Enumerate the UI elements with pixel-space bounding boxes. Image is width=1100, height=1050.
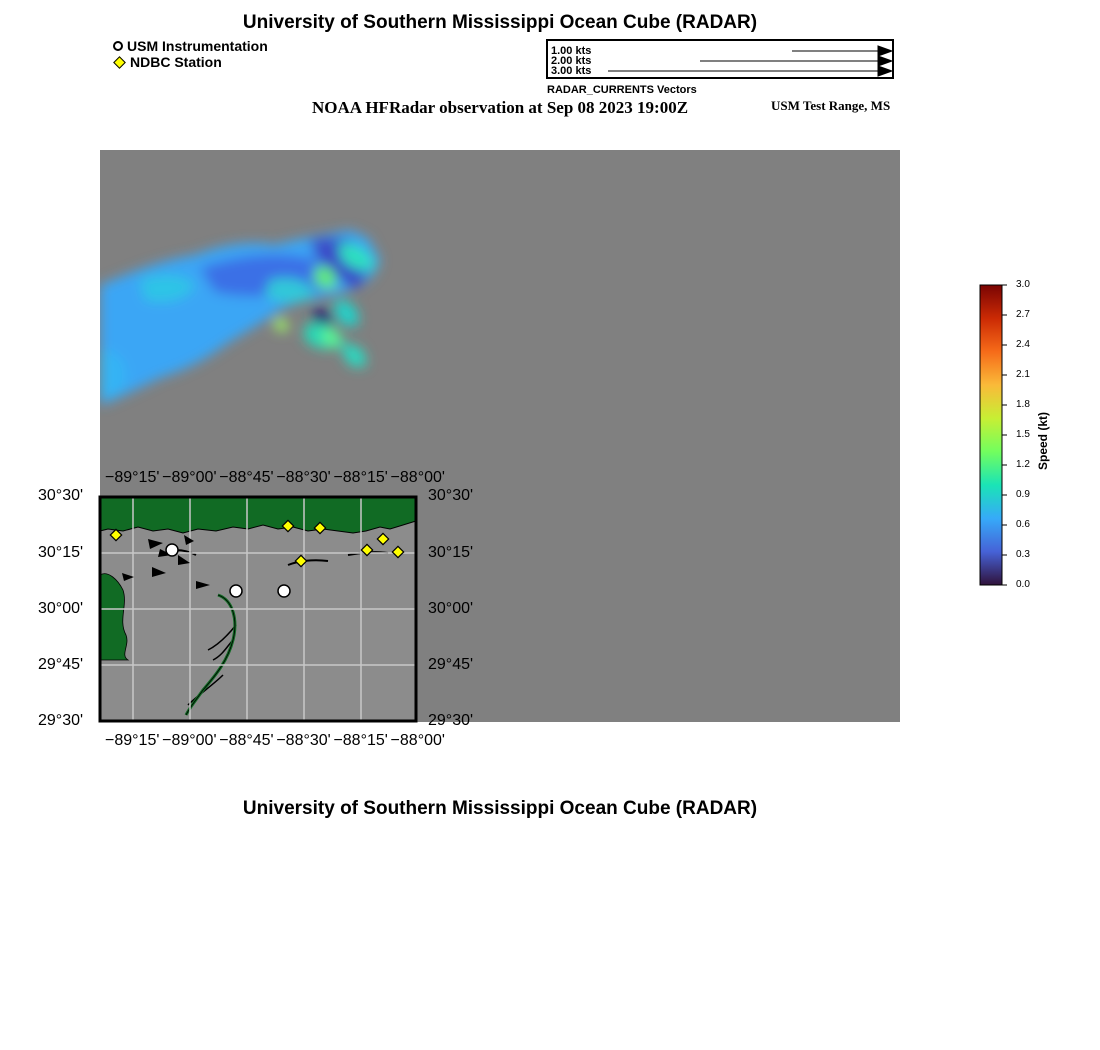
lat-label: 30°30' [428,487,474,504]
inset-map [98,495,420,725]
colorbar-tick-label: 1.8 [1016,399,1030,410]
map-title: University of Southern Mississippi Ocean Cube (RADAR) [242,12,758,33]
lon-label: −89°00' [162,732,217,749]
lon-label: −88°00' [390,469,445,486]
lat-label: 30°15' [38,544,84,561]
lon-label: −89°15' [105,469,160,486]
footer-title: University of Southern Mississippi Ocean Cube (RADAR) [242,798,758,819]
colorbar-tick-label: 2.4 [1016,339,1030,350]
diamond-marker-icon [113,56,126,69]
lon-label: −88°30' [276,469,331,486]
colorbar-ticks [1002,285,1007,585]
vector-key-row: 3.00 kts [551,65,592,77]
legend-instrumentation-label: USM Instrumentation [127,38,268,54]
lon-label: −88°45' [219,469,274,486]
lat-label: 29°45' [38,656,84,673]
vector-key-row: 2.00 kts [551,55,592,67]
lat-label: 30°30' [38,487,84,504]
colorbar-bar [980,285,1002,585]
vector-key-arrows [548,41,892,77]
colorbar-tick-label: 1.5 [1016,429,1030,440]
lon-label: −89°00' [162,469,217,486]
legend-ndbc-label: NDBC Station [130,54,222,70]
inset-lon-labels-top [105,469,445,487]
lon-label: −89°15' [105,732,160,749]
marker-legend [113,38,268,70]
colorbar-tick-label: 2.1 [1016,369,1030,380]
lon-label: −88°00' [390,732,445,749]
colorbar-tick-label: 0.3 [1016,549,1030,560]
vector-key-row: 1.00 kts [551,45,592,57]
inset-lon-labels-bottom [105,732,445,750]
lon-label: −88°45' [219,732,274,749]
lat-label: 30°00' [428,600,474,617]
lon-label: −88°30' [276,732,331,749]
colorbar-tick-label: 2.7 [1016,309,1030,320]
vector-key [546,39,894,79]
vector-key-caption: RADAR_CURRENTS Vectors [547,84,697,96]
colorbar-tick-label: 0.0 [1016,579,1030,590]
colorbar-tick-label: 3.0 [1016,279,1030,290]
circle-marker-icon [113,41,123,51]
lon-label: −88°15' [333,732,388,749]
colorbar-tick-label: 0.9 [1016,489,1030,500]
lat-label: 30°00' [38,600,84,617]
lat-label: 29°45' [428,656,474,673]
colorbar [975,280,1015,590]
colorbar-tick-label: 0.6 [1016,519,1030,530]
legend-instrumentation [113,38,268,54]
colorbar-label: Speed (kt) [1036,411,1050,470]
legend-ndbc [113,54,268,70]
location-label: USM Test Range, MS [771,98,891,113]
lat-label: 29°30' [428,712,474,729]
colorbar-tick-label: 1.2 [1016,459,1030,470]
lon-label: −88°15' [333,469,388,486]
lat-label: 29°30' [38,712,84,729]
lat-label: 30°15' [428,544,474,561]
observation-subtitle: NOAA HFRadar observation at Sep 08 2023 19:00Z [311,98,689,117]
